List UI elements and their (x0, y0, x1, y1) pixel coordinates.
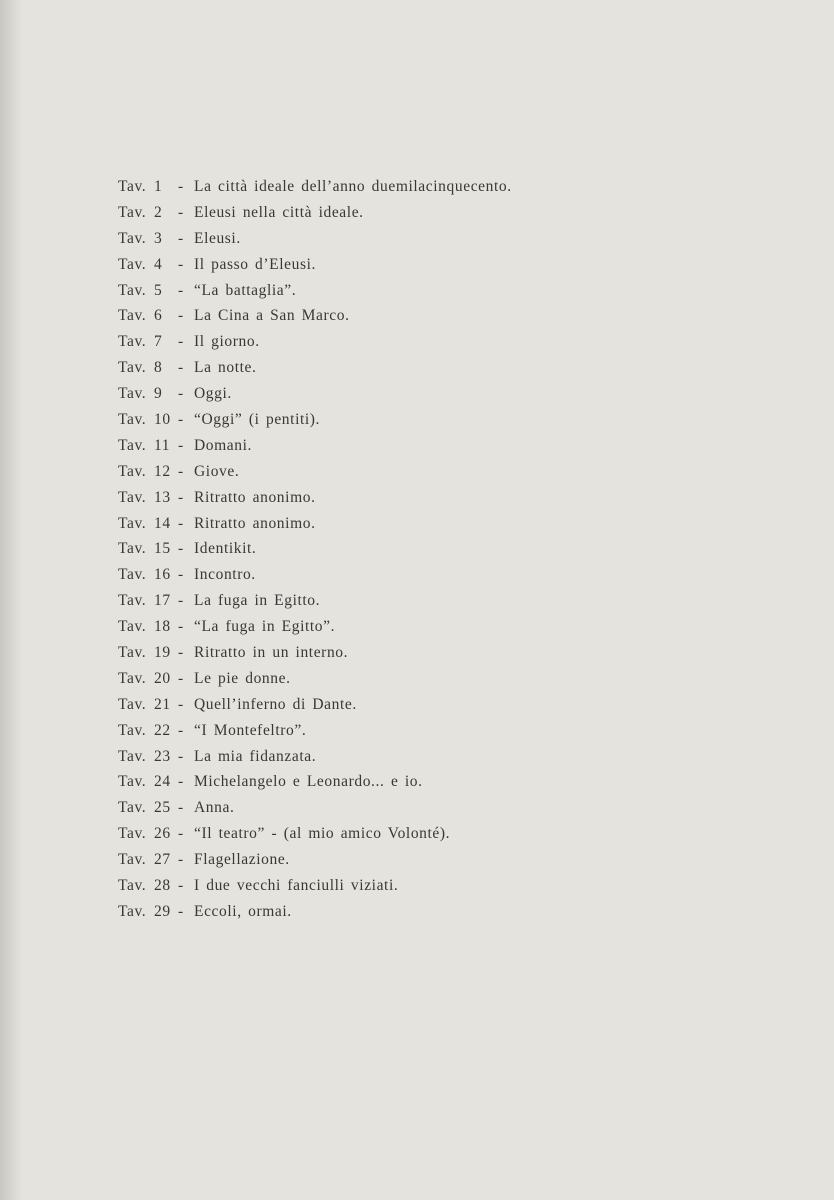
plate-prefix: Tav. (118, 644, 147, 662)
plate-separator: - (178, 540, 184, 558)
plate-separator: - (178, 436, 184, 454)
plate-title: Flagellazione. (194, 851, 290, 869)
plate-separator: - (178, 488, 184, 506)
plate-prefix: Tav. (118, 695, 147, 713)
plate-prefix: Tav. (118, 877, 147, 895)
plate-prefix: Tav. (118, 307, 147, 325)
plate-prefix: Tav. (118, 514, 147, 532)
plate-separator: - (178, 462, 184, 480)
plate-separator: - (178, 229, 184, 247)
plate-entry (118, 666, 512, 692)
plate-number: 2 (154, 203, 163, 221)
plate-separator: - (178, 902, 184, 920)
plate-separator: - (178, 644, 184, 662)
plate-title: “La battaglia”. (194, 281, 297, 299)
plate-entry (118, 511, 512, 537)
plate-prefix: Tav. (118, 902, 147, 920)
plate-number: 9 (154, 385, 163, 403)
plate-title: Ritratto anonimo. (194, 488, 316, 506)
plate-number: 21 (154, 695, 171, 713)
plate-separator: - (178, 514, 184, 532)
plate-separator: - (178, 333, 184, 351)
plate-entry (118, 226, 512, 252)
plate-prefix: Tav. (118, 488, 147, 506)
plate-number: 18 (154, 618, 171, 636)
plate-title: Il passo d’Eleusi. (194, 255, 316, 273)
plate-entry (118, 485, 512, 511)
plate-prefix: Tav. (118, 592, 147, 610)
plate-title: Giove. (194, 462, 240, 480)
plate-prefix: Tav. (118, 178, 147, 195)
plate-number: 26 (154, 825, 171, 843)
plate-entry (118, 355, 512, 381)
plate-entry (118, 821, 512, 847)
plate-entry (118, 303, 512, 329)
plate-number: 17 (154, 592, 171, 610)
plate-separator: - (178, 695, 184, 713)
plate-number: 11 (154, 436, 171, 454)
plate-title: La fuga in Egitto. (194, 592, 321, 610)
plate-title: Eleusi nella città ideale. (194, 203, 364, 221)
plate-prefix: Tav. (118, 566, 147, 584)
plate-entry (118, 588, 512, 614)
plate-title: “La fuga in Egitto”. (194, 618, 336, 636)
plate-separator: - (178, 773, 184, 791)
plate-entry (118, 536, 512, 562)
plate-title: La mia fidanzata. (194, 747, 317, 765)
plate-separator: - (178, 799, 184, 817)
plate-number: 12 (154, 462, 171, 480)
plate-number: 29 (154, 902, 171, 920)
plate-number: 24 (154, 773, 171, 791)
plate-title: Le pie donne. (194, 669, 291, 687)
plate-entry (118, 692, 512, 718)
plate-title: “Il teatro” - (al mio amico Volonté). (194, 825, 451, 843)
plate-prefix: Tav. (118, 359, 147, 377)
plate-title: Identikit. (194, 540, 257, 558)
plate-entry (118, 278, 512, 304)
plate-number: 20 (154, 669, 171, 687)
plate-title: “I Montefeltro”. (194, 721, 307, 739)
plate-title: I due vecchi fanciulli viziati. (194, 877, 399, 895)
plate-separator: - (178, 359, 184, 377)
plate-entry (118, 174, 512, 200)
plate-number: 13 (154, 488, 171, 506)
plate-prefix: Tav. (118, 385, 147, 403)
plate-prefix: Tav. (118, 851, 147, 869)
plate-number: 7 (154, 333, 163, 351)
plate-title: Eccoli, ormai. (194, 902, 292, 920)
plate-prefix: Tav. (118, 799, 147, 817)
plate-entry (118, 433, 512, 459)
plate-number: 27 (154, 851, 171, 869)
plate-separator: - (178, 721, 184, 739)
plate-title: La città ideale dell’anno duemilacinquecento. (194, 178, 512, 195)
plate-separator: - (178, 307, 184, 325)
plate-separator: - (178, 747, 184, 765)
plate-title: Ritratto anonimo. (194, 514, 316, 532)
plate-separator: - (178, 255, 184, 273)
plate-title: Oggi. (194, 385, 232, 403)
plate-title: Eleusi. (194, 229, 241, 247)
plate-prefix: Tav. (118, 747, 147, 765)
plate-number: 23 (154, 747, 171, 765)
plate-number: 3 (154, 229, 163, 247)
plate-separator: - (178, 618, 184, 636)
plate-number: 10 (154, 411, 171, 429)
plate-prefix: Tav. (118, 825, 147, 843)
plate-prefix: Tav. (118, 229, 147, 247)
plate-title: Anna. (194, 799, 235, 817)
plate-number: 6 (154, 307, 163, 325)
plate-separator: - (178, 669, 184, 687)
plate-number: 1 (154, 178, 163, 195)
plate-title: La Cina a San Marco. (194, 307, 350, 325)
plate-entry (118, 744, 512, 770)
plate-prefix: Tav. (118, 436, 147, 454)
plate-number: 22 (154, 721, 171, 739)
plate-entry (118, 640, 512, 666)
plate-prefix: Tav. (118, 721, 147, 739)
plate-prefix: Tav. (118, 411, 147, 429)
plate-entry (118, 899, 512, 925)
plate-separator: - (178, 411, 184, 429)
plate-title: “Oggi” (i pentiti). (194, 411, 321, 429)
plate-entry (118, 847, 512, 873)
plate-entry (118, 795, 512, 821)
plate-entry (118, 407, 512, 433)
plate-separator: - (178, 281, 184, 299)
plate-separator: - (178, 178, 184, 195)
plate-title: Il giorno. (194, 333, 260, 351)
plate-prefix: Tav. (118, 281, 147, 299)
plate-number: 4 (154, 255, 163, 273)
plate-separator: - (178, 851, 184, 869)
plate-number: 25 (154, 799, 171, 817)
plate-separator: - (178, 203, 184, 221)
plate-prefix: Tav. (118, 540, 147, 558)
plate-prefix: Tav. (118, 333, 147, 351)
plate-separator: - (178, 566, 184, 584)
plate-entry (118, 614, 512, 640)
plate-number: 5 (154, 281, 163, 299)
plate-entry (118, 718, 512, 744)
plate-number: 28 (154, 877, 171, 895)
plate-number: 16 (154, 566, 171, 584)
plate-entry (118, 200, 512, 226)
plate-entry (118, 873, 512, 899)
plate-entry (118, 252, 512, 278)
plate-title: La notte. (194, 359, 257, 377)
plate-entry (118, 459, 512, 485)
plate-title: Domani. (194, 436, 253, 454)
plate-prefix: Tav. (118, 203, 147, 221)
plate-entry (118, 329, 512, 355)
plate-number: 14 (154, 514, 171, 532)
plate-separator: - (178, 825, 184, 843)
plate-entry (118, 381, 512, 407)
plate-prefix: Tav. (118, 618, 147, 636)
plate-entry (118, 769, 512, 795)
plate-separator: - (178, 385, 184, 403)
plate-prefix: Tav. (118, 255, 147, 273)
plate-title: Ritratto in un interno. (194, 644, 349, 662)
plate-entry (118, 562, 512, 588)
plate-title: Michelangelo e Leonardo... e io. (194, 773, 423, 791)
plate-number: 19 (154, 644, 171, 662)
plate-prefix: Tav. (118, 669, 147, 687)
plate-prefix: Tav. (118, 462, 147, 480)
plate-separator: - (178, 877, 184, 895)
plate-title: Quell’inferno di Dante. (194, 695, 357, 713)
plate-number: 8 (154, 359, 163, 377)
plate-number: 15 (154, 540, 171, 558)
plate-title: Incontro. (194, 566, 256, 584)
plate-separator: - (178, 592, 184, 610)
plate-prefix: Tav. (118, 773, 147, 791)
plates-list (118, 174, 512, 925)
